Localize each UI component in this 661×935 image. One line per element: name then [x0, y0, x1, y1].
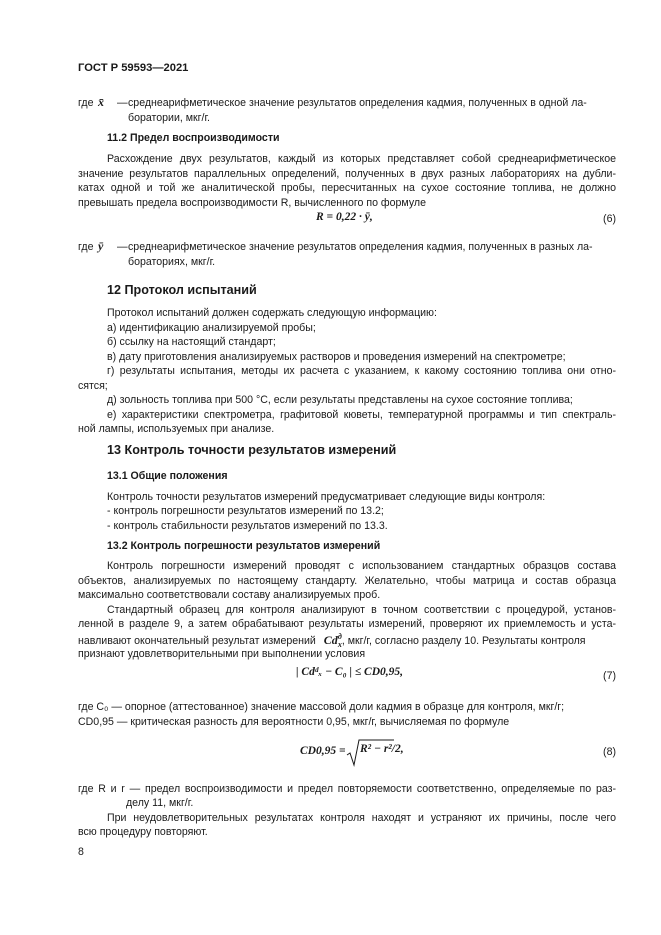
where-text: среднеарифметическое значение результатов определения кадмия, полученных в разных ла-	[128, 241, 593, 253]
where-lead: где	[78, 241, 94, 253]
paragraph-line: максимально соответствовали составу анализируемых проб.	[78, 589, 381, 601]
symbol-y-mean: ȳ	[98, 239, 104, 253]
where-text: боратории, мкг/г.	[128, 112, 210, 124]
list-item: б) ссылку на настоящий стандарт;	[107, 336, 276, 348]
paragraph-line: ленной в разделе 9, а затем обрабатывают результаты измерений, проверяют их приемлемость и уста-	[78, 618, 616, 630]
list-item: д) зольность топлива при 500 °С, если результаты представлены на сухое состояние топлива;	[107, 394, 573, 406]
where-text: где R и r — предел воспроизводимости и предел повторяемости соответственно, определяемые по раз-	[78, 783, 616, 795]
formula-7: | Cdᵈₓ − C₀ | ≤ CD0,95,	[296, 666, 404, 678]
paragraph-line: значение результатов параллельных определений, полученных в двух разных лабораториях на дубли-	[78, 168, 616, 180]
paragraph-line: объектов, анализируемых по настоящему стандарту. Желательно, чтобы матрица и состав образца	[78, 575, 616, 587]
text-segment: навливают окончательный результат измерений	[78, 635, 316, 647]
paragraph-line: Контроль погрешности измерений проводят с использованием стандартных образцов состава	[107, 560, 616, 572]
section-heading: 11.2 Предел воспроизводимости	[107, 132, 280, 144]
page-number: 8	[78, 846, 84, 858]
paragraph-line: Контроль точности результатов измерений предусматривает следующие виды контроля:	[107, 491, 546, 503]
list-line: Протокол испытаний должен содержать следующую информацию:	[107, 307, 437, 319]
list-item: сятся;	[78, 380, 108, 392]
formula-8-radicand: R² − r²/2,	[360, 743, 404, 755]
list-item: - контроль стабильности результатов измерений по 13.3.	[107, 520, 388, 532]
paragraph-line-with-symbol	[78, 633, 586, 649]
where-text: бораториях, мкг/г.	[128, 256, 216, 268]
subsection-heading: 13.1 Общие положения	[107, 470, 228, 482]
where-lead: где	[78, 97, 94, 109]
paragraph-line: катах одной и той же аналитической пробы, пересчитанных на сухое состояние топлива, не должно	[78, 182, 616, 194]
equation-number: (6)	[603, 213, 616, 225]
symbol-cd-sup: д	[337, 632, 342, 642]
list-item: а) идентификацию анализируемой пробы;	[107, 322, 316, 334]
section-heading: 12 Протокол испытаний	[107, 283, 257, 297]
where-text: делу 11, мкг/г.	[126, 797, 194, 809]
list-item: г) результаты испытания, методы их расчета с указанием, к какому состоянию топлива они отно-	[107, 365, 616, 377]
equation-number: (8)	[603, 746, 616, 758]
formula-8-lhs: CD0,95 =	[300, 745, 346, 757]
symbol-x-mean: x̄	[98, 95, 104, 109]
list-item: е) характеристики спектрометра, графитовой кюветы, температурной программы и тип спектраль-	[107, 409, 616, 421]
paragraph-line: Расхождение двух результатов, каждый из которых представляет собой среднеарифметическое	[107, 153, 616, 165]
paragraph-line: всю процедуру повторяют.	[78, 826, 208, 838]
section-heading: 13 Контроль точности результатов измерений	[107, 443, 397, 457]
symbol-cd	[323, 632, 342, 650]
symbol-cd-sub: х	[337, 640, 342, 650]
paragraph-line: превышать предела воспроизводимости R, вычисленного по формуле	[78, 197, 426, 209]
where-text: CD0,95 — критическая разность для вероятности 0,95, мкг/г, вычисляемая по формуле	[78, 716, 510, 728]
paragraph-line: Стандартный образец для контроля анализируют в точном соответствии с процедурой, установ-	[107, 604, 616, 616]
list-item: - контроль погрешности результатов измерений по 13.2;	[107, 505, 384, 517]
paragraph-line: признают удовлетворительными при выполнении условия	[78, 648, 366, 660]
where-text: среднеарифметическое значение результатов определения кадмия, полученных в одной ла-	[128, 97, 587, 109]
where-dash: —	[117, 241, 128, 253]
list-item: в) дату приготовления анализируемых растворов и проведения измерений на спектрометре;	[107, 351, 566, 363]
symbol-cd-base: Cd	[323, 633, 338, 647]
where-text: где C₀ — опорное (аттестованное) значение массовой доли кадмия в образце для контроля, мкг/г;	[78, 701, 565, 713]
list-item: ной лампы, используемых при анализе.	[78, 423, 275, 435]
formula-6: R = 0,22 · ȳ,	[316, 211, 373, 223]
text-segment: , мкг/г, согласно разделу 10. Результаты контроля	[341, 635, 586, 647]
subsection-heading: 13.2 Контроль погрешности результатов измерений	[107, 540, 381, 552]
equation-number: (7)	[603, 670, 616, 682]
paragraph-line: При неудовлетворительных результатах контроля находят и устраняют их причины, после чего	[107, 812, 616, 824]
where-dash: —	[117, 97, 128, 109]
document-header: ГОСТ Р 59593—2021	[78, 62, 189, 74]
